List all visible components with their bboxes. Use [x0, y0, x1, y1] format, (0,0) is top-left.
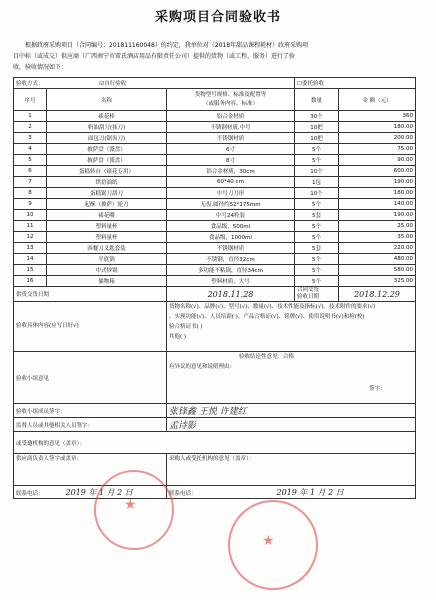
intro-line-3: 收，验收情况如下： [13, 64, 68, 71]
item-qty: 5个 [295, 254, 339, 265]
item-spec: 食品级，1000ml [167, 232, 295, 243]
item-amount: 25.00 [339, 221, 416, 232]
item-name: 西餐刀叉匙套装 [47, 243, 167, 254]
item-amount: 140.00 [339, 199, 416, 210]
acceptance-table [13, 77, 416, 499]
contact-row [14, 486, 416, 499]
item-amount: 600.00 [339, 166, 416, 177]
self-accept-option: ☑自行验收 [99, 81, 127, 87]
item-name: 平底锅 [47, 254, 167, 265]
delivery-label: 供货交货日期 [14, 287, 167, 302]
group-opinion-row [14, 352, 416, 404]
item-name: 烘焙油纸 [47, 177, 167, 188]
header-qty: 数量 [295, 89, 339, 111]
item-spec: 60*40 cm [167, 177, 295, 188]
items-body [14, 111, 416, 287]
item-amount: 190.00 [339, 177, 416, 188]
item-qty: 5套 [295, 243, 339, 254]
details-line-2: 、实现功能(√)、人员培训( )、产品合格证(√)、铭牌(√)、使用说明书(√)和检(校) [169, 314, 365, 320]
item-name: 面包刀(锯齿刀) [47, 133, 167, 144]
item-amount: 35.00 [339, 232, 416, 243]
supplier-label: 供应商负责人签字或盖章： [14, 454, 167, 486]
item-spec: 不锈钢材质 [167, 133, 295, 144]
item-no: 4 [14, 144, 47, 155]
checkbox-empty-icon: ☐ [297, 81, 302, 87]
supervise-label: 监督人员或其他相关人员签字： [14, 418, 167, 432]
item-name: 塑料量杯 [47, 232, 167, 243]
item-qty: 10个 [295, 166, 339, 177]
document-title: 采购项目合同验收书 [154, 10, 281, 25]
item-spec: 食品级，500ml [167, 221, 295, 232]
item-spec: 无齿,圆径约52*175mm [167, 199, 295, 210]
item-no: 13 [14, 243, 47, 254]
item-row [14, 188, 416, 199]
item-qty: 5个 [295, 155, 339, 166]
item-no: 7 [14, 177, 47, 188]
item-row [14, 232, 416, 243]
item-qty: 5个 [295, 144, 339, 155]
item-no: 9 [14, 199, 47, 210]
item-no: 10 [14, 210, 47, 221]
item-name: 储物箱 [47, 276, 167, 287]
item-no: 6 [14, 166, 47, 177]
item-amount: 580.00 [339, 265, 416, 276]
item-name: 裱花棒 [47, 111, 167, 122]
item-amount: 480.00 [339, 254, 416, 265]
details-line-3: 验合格证书( ) [169, 324, 203, 330]
item-qty: 5套 [295, 210, 339, 221]
details-row [14, 302, 416, 352]
item-spec: 6寸 [167, 144, 295, 155]
dates-row [14, 287, 416, 302]
item-row [14, 133, 416, 144]
entrusted-row [14, 432, 416, 454]
item-qty: 5个 [295, 199, 339, 210]
details-line-4: 其他( ) [169, 334, 187, 340]
contact-right: 联系电话： 2019 年 1 月 2 日 [167, 486, 416, 499]
item-name: 塑料量杯 [47, 221, 167, 232]
item-no: 11 [14, 221, 47, 232]
item-no: 16 [14, 276, 47, 287]
item-name: 起酥（披萨）轮刀 [47, 199, 167, 210]
item-spec: 中号24粒装 [167, 210, 295, 221]
item-qty: 10个 [295, 188, 339, 199]
item-row [14, 122, 416, 133]
supplier-purchaser-row [14, 454, 416, 486]
header-row [14, 89, 416, 111]
intro-paragraph [13, 40, 415, 73]
item-row [14, 144, 416, 155]
item-qty: 30个 [295, 111, 339, 122]
header-seq: 序号 [14, 89, 47, 111]
item-row [14, 265, 416, 276]
team-sign-row [14, 404, 416, 418]
item-qty: 5个 [295, 221, 339, 232]
item-spec: 铝合金材质 [167, 111, 295, 122]
item-spec: 多功能不粘锅，直径34cm [167, 265, 295, 276]
contact-left: 联系电话： 2019 年 1 月 2 日 [14, 486, 167, 499]
item-no: 5 [14, 155, 47, 166]
team-signatures: 张锋鑫 王悦 许建红 [167, 404, 416, 418]
item-name: 奶油刮刀(抹刀) [47, 122, 167, 133]
stamp-star-icon: ★ [262, 533, 275, 549]
supervise-row [14, 418, 416, 432]
item-row [14, 166, 416, 177]
item-name: 蛋糕锯刀刮刀 [47, 188, 167, 199]
item-qty: 10把 [295, 122, 339, 133]
item-amount: 75.00 [339, 144, 416, 155]
group-concerns: 有异议的意见和说明理由： [169, 364, 236, 370]
supplier-date: 2019 年 1 月 2 日 [65, 487, 133, 497]
item-spec: 不锈钢材质,中号 [167, 122, 295, 133]
item-name: 中式炒锅 [47, 265, 167, 276]
stamp-star-icon: ★ [124, 497, 137, 513]
intro-line-2: 目中标（或成交）供应商（广西南宁市雷氏酒店用品有限责任公司）提供的货物（或工程、服务）进行了验 [13, 53, 296, 60]
item-no: 14 [14, 254, 47, 265]
details-content [167, 302, 416, 352]
team-sign-label: 验收小组成员签字： [14, 404, 167, 418]
item-name: 披萨盘（派盘） [47, 144, 167, 155]
item-row [14, 210, 416, 221]
item-amount: 190.00 [339, 210, 416, 221]
method-row [14, 78, 416, 89]
item-amount: 360 [339, 111, 416, 122]
item-amount: 325.00 [339, 276, 416, 287]
item-no: 3 [14, 133, 47, 144]
group-conclusion: 验收结论性意见：合格 [239, 354, 295, 360]
item-spec: 中号刀刀形 [167, 188, 295, 199]
item-row [14, 199, 416, 210]
item-row [14, 221, 416, 232]
item-no: 8 [14, 188, 47, 199]
entrusted-label: 或受邀机构的意见（盖章）： [14, 432, 416, 454]
group-content [167, 352, 416, 404]
item-qty: 5个 [295, 232, 339, 243]
method-label: 验收方式： ☑自行验收 [14, 78, 295, 89]
item-qty: 1包 [295, 177, 339, 188]
item-name: 蛋糕转台（裱花专用） [47, 166, 167, 177]
item-spec: 8寸 [167, 155, 295, 166]
item-qty: 10把 [295, 133, 339, 144]
item-amount: 180.00 [339, 122, 416, 133]
item-spec: 铝合金材质，30cm [167, 166, 295, 177]
item-no: 2 [14, 122, 47, 133]
item-no: 12 [14, 232, 47, 243]
item-amount: 90.00 [339, 155, 416, 166]
header-spec: 货物型号规格、标准及配置等 （或服务内容、标准） [167, 89, 295, 111]
item-spec: 塑料材质，大号 [167, 276, 295, 287]
header-amount: 金 额（元） [339, 89, 416, 111]
item-qty: 5个 [295, 276, 339, 287]
details-line-1: 货物名称(√)、品牌(√)、型号(√)、数量(√)、技术性能及指标(√)、技术附件的要求(√) [169, 304, 376, 310]
item-row [14, 155, 416, 166]
item-row [14, 254, 416, 265]
checkbox-checked-icon: ☑ [99, 81, 105, 87]
item-no: 15 [14, 265, 47, 276]
item-row [14, 243, 416, 254]
intro-line-1: 根据政府采购项目（合同编号：201811160048）的约定，我单位对（2018年甜品课程耗材）政府采购项 [25, 42, 309, 49]
item-qty: 5个 [295, 265, 339, 276]
header-name: 名称 [47, 89, 167, 111]
group-sign-label: 签字： [369, 386, 386, 392]
entrust-option: ☐委托验收 [295, 78, 416, 89]
accept-date: 2018.12.29 [339, 287, 416, 302]
item-spec: 不锈钢材质 [167, 243, 295, 254]
group-label: 验收小组意见 [14, 352, 167, 404]
item-amount: 220.00 [339, 243, 416, 254]
item-name: 披萨盘（派盘） [47, 155, 167, 166]
supervise-signature: 孟诗影 [167, 418, 416, 432]
purchaser-date: 2019 年 1 月 2 日 [276, 487, 344, 497]
item-name: 裱花嘴 [47, 210, 167, 221]
item-row [14, 111, 416, 122]
item-amount: 180.00 [339, 188, 416, 199]
item-amount: 200.00 [339, 133, 416, 144]
item-spec: 不锈钢，直径32cm [167, 254, 295, 265]
item-no: 1 [14, 111, 47, 122]
item-row [14, 276, 416, 287]
accept-date-label: 合同交货 验收日期 [295, 287, 339, 302]
delivery-date: 2018.11.28 [167, 287, 295, 302]
item-row [14, 177, 416, 188]
details-label: 验收具体内容(应写日好√) [14, 302, 167, 352]
purchaser-label: 采购人或受托机构的意见（盖章）： [167, 454, 416, 486]
